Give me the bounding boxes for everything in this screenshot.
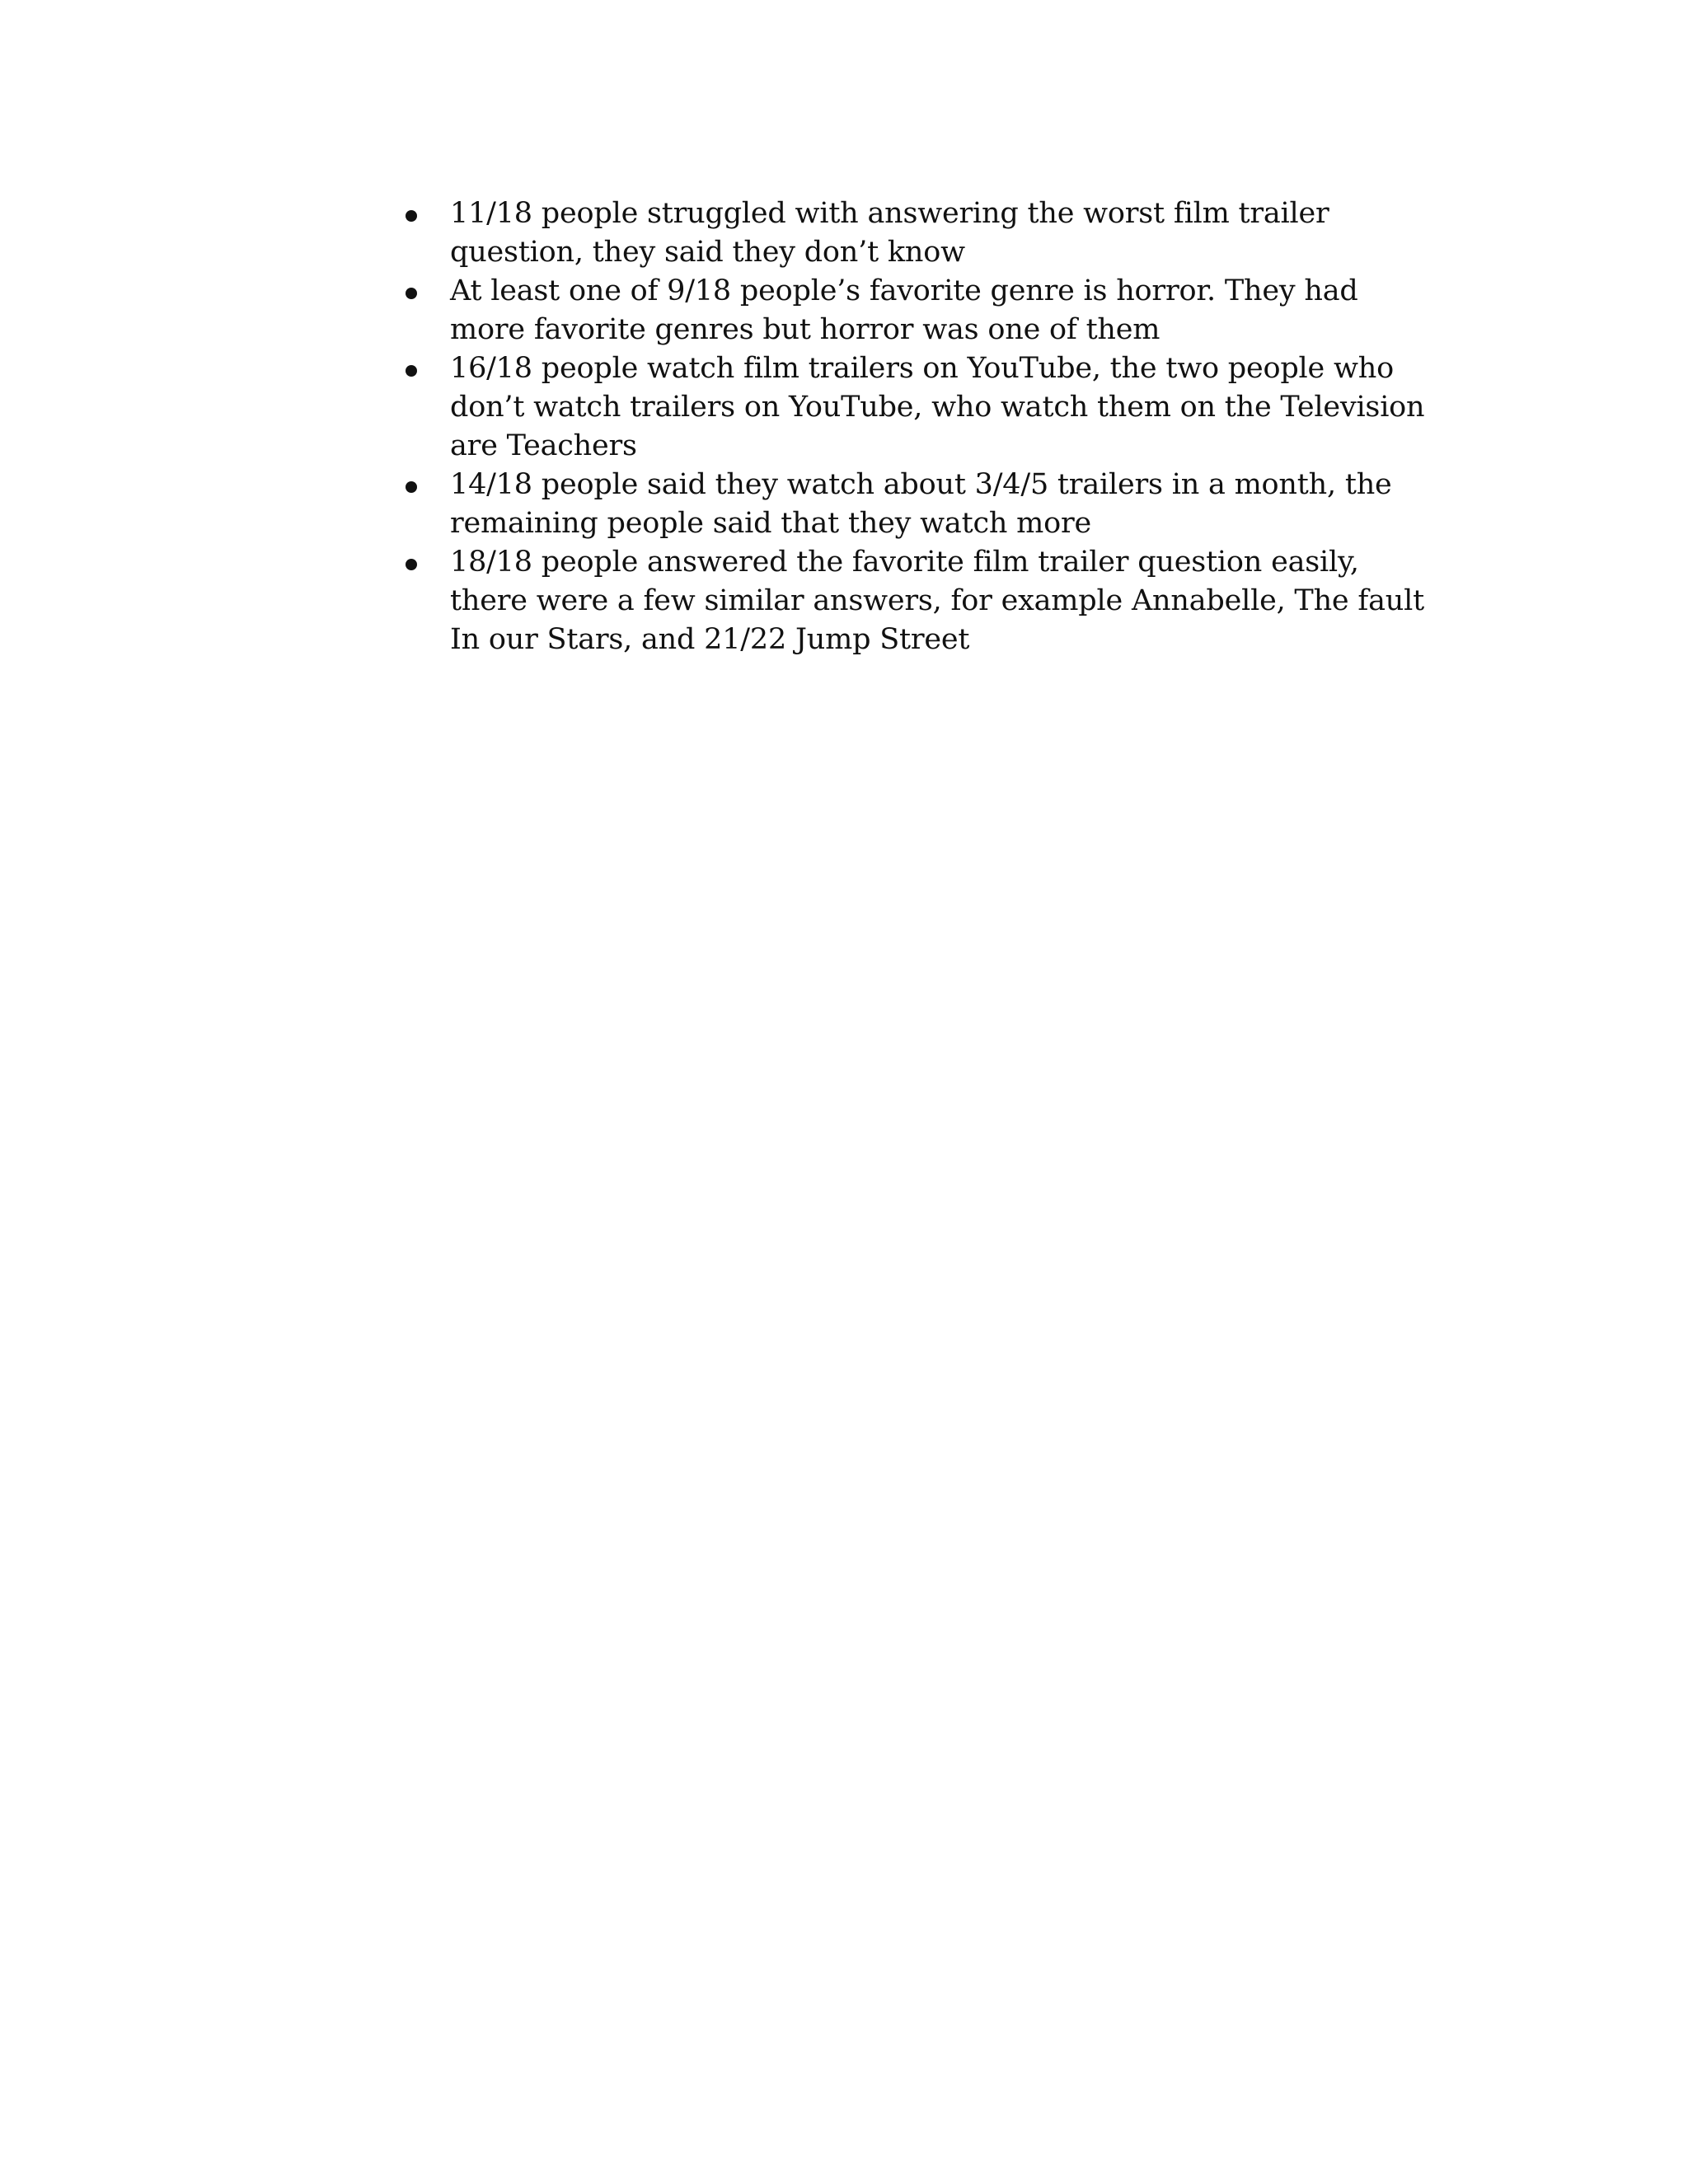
bullet-icon	[406, 365, 417, 377]
bullet-icon	[406, 210, 417, 222]
findings-bullet-list	[394, 194, 1432, 659]
list-item-text: 18/18 people answered the favorite film trailer question easily, there were a few similar answers, for example Annabelle, The fault In our Stars, and 21/22 Jump Street	[450, 546, 1424, 656]
list-item	[394, 349, 1432, 466]
list-item-text: 11/18 people struggled with answering the worst film trailer question, they said they don’t know	[450, 197, 1329, 269]
list-item	[394, 194, 1432, 272]
bullet-icon	[406, 481, 417, 493]
list-item-text: 14/18 people said they watch about 3/4/5 trailers in a month, the remaining people said that they watch more	[450, 468, 1392, 540]
list-item-text: 16/18 people watch film trailers on YouTube, the two people who don’t watch trailers on YouTube, who watch them on the Television are Teachers	[450, 352, 1425, 462]
list-item-text: At least one of 9/18 people’s favorite genre is horror. They had more favorite genres but horror was one of them	[450, 274, 1358, 346]
bullet-icon	[406, 559, 417, 570]
list-item	[394, 543, 1432, 659]
list-item	[394, 272, 1432, 349]
list-item	[394, 466, 1432, 543]
bullet-icon	[406, 288, 417, 299]
